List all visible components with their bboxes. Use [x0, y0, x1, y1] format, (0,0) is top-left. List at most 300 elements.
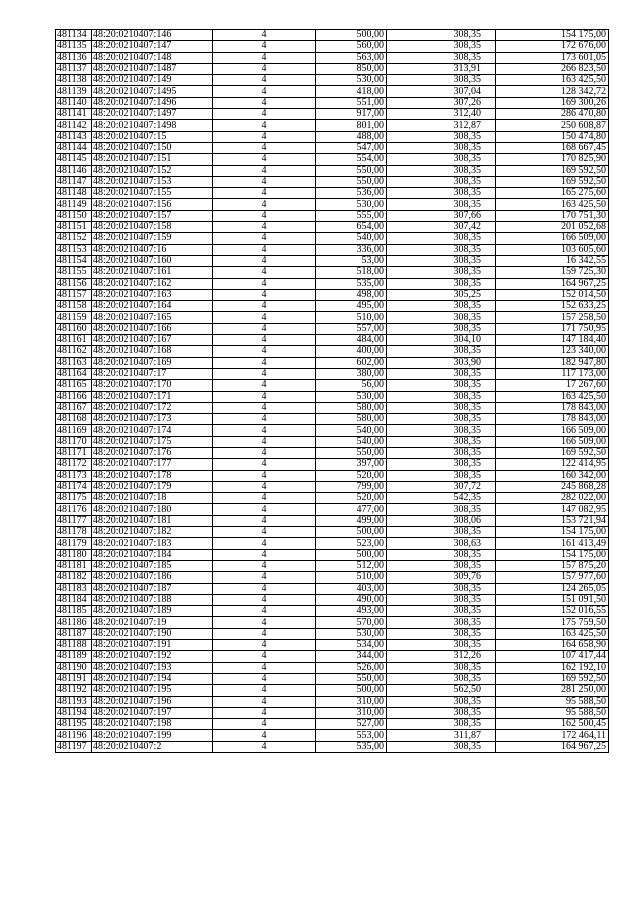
rate-cell: 542,35	[387, 493, 496, 504]
group-cell: 4	[213, 538, 316, 549]
cadastral-number-cell: 48:20:0210407:155	[92, 188, 213, 199]
cadastral-number-cell: 48:20:0210407:192	[92, 651, 213, 662]
area-cell: 56,00	[316, 380, 387, 391]
cadastral-number-cell: 48:20:0210407:149	[92, 75, 213, 86]
group-cell: 4	[213, 741, 316, 752]
rate-cell: 308,35	[387, 380, 496, 391]
rate-cell: 308,35	[387, 75, 496, 86]
group-cell: 4	[213, 267, 316, 278]
table-row	[56, 176, 609, 187]
area-cell: 540,00	[316, 425, 387, 436]
group-cell: 4	[213, 357, 316, 368]
cadastral-number-cell: 48:20:0210407:153	[92, 176, 213, 187]
row-number-cell: 481170	[56, 436, 92, 447]
group-cell: 4	[213, 617, 316, 628]
area-cell: 540,00	[316, 233, 387, 244]
area-cell: 397,00	[316, 459, 387, 470]
row-number-cell: 481166	[56, 391, 92, 402]
rate-cell: 308,35	[387, 131, 496, 142]
table-row	[56, 527, 609, 538]
cadastral-number-cell: 48:20:0210407:1495	[92, 86, 213, 97]
group-cell: 4	[213, 719, 316, 730]
area-cell: 400,00	[316, 346, 387, 357]
row-number-cell: 481160	[56, 323, 92, 334]
row-number-cell: 481187	[56, 628, 92, 639]
group-cell: 4	[213, 312, 316, 323]
table-row	[56, 425, 609, 436]
row-number-cell: 481139	[56, 86, 92, 97]
area-cell: 553,00	[316, 730, 387, 741]
rate-cell: 308,35	[387, 323, 496, 334]
row-number-cell: 481171	[56, 447, 92, 458]
value-cell: 172 676,00	[496, 41, 609, 52]
group-cell: 4	[213, 515, 316, 526]
table-row	[56, 628, 609, 639]
rate-cell: 308,35	[387, 696, 496, 707]
row-number-cell: 481137	[56, 63, 92, 74]
cadastral-number-cell: 48:20:0210407:159	[92, 233, 213, 244]
rate-cell: 308,35	[387, 560, 496, 571]
area-cell: 550,00	[316, 165, 387, 176]
area-cell: 418,00	[316, 86, 387, 97]
rate-cell: 303,90	[387, 357, 496, 368]
cadastral-number-cell: 48:20:0210407:165	[92, 312, 213, 323]
row-number-cell: 481149	[56, 199, 92, 210]
row-number-cell: 481181	[56, 560, 92, 571]
group-cell: 4	[213, 707, 316, 718]
cadastral-number-cell: 48:20:0210407:167	[92, 335, 213, 346]
row-number-cell: 481146	[56, 165, 92, 176]
row-number-cell: 481136	[56, 52, 92, 63]
rate-cell: 313,91	[387, 63, 496, 74]
value-cell: 162 192,10	[496, 662, 609, 673]
group-cell: 4	[213, 368, 316, 379]
table-row	[56, 63, 609, 74]
area-cell: 344,00	[316, 651, 387, 662]
table-row	[56, 301, 609, 312]
table-row	[56, 470, 609, 481]
table-row	[56, 131, 609, 142]
rate-cell: 308,35	[387, 278, 496, 289]
table-row	[56, 312, 609, 323]
group-cell: 4	[213, 52, 316, 63]
cadastral-number-cell: 48:20:0210407:18	[92, 493, 213, 504]
table-row	[56, 685, 609, 696]
group-cell: 4	[213, 165, 316, 176]
value-cell: 154 175,00	[496, 549, 609, 560]
rate-cell: 308,35	[387, 583, 496, 594]
table-row	[56, 617, 609, 628]
area-cell: 550,00	[316, 176, 387, 187]
cadastral-number-cell: 48:20:0210407:160	[92, 255, 213, 266]
area-cell: 336,00	[316, 244, 387, 255]
area-cell: 530,00	[316, 391, 387, 402]
area-cell: 520,00	[316, 470, 387, 481]
value-cell: 166 509,00	[496, 436, 609, 447]
rate-cell: 308,35	[387, 504, 496, 515]
value-cell: 172 464,11	[496, 730, 609, 741]
cadastral-number-cell: 48:20:0210407:194	[92, 673, 213, 684]
cadastral-number-cell: 48:20:0210407:1496	[92, 97, 213, 108]
rate-cell: 307,72	[387, 481, 496, 492]
area-cell: 570,00	[316, 617, 387, 628]
value-cell: 162 500,45	[496, 719, 609, 730]
rate-cell: 308,35	[387, 312, 496, 323]
cadastral-number-cell: 48:20:0210407:1498	[92, 120, 213, 131]
group-cell: 4	[213, 583, 316, 594]
value-cell: 286 470,80	[496, 109, 609, 120]
rate-cell: 308,35	[387, 267, 496, 278]
table-row	[56, 673, 609, 684]
area-cell: 555,00	[316, 210, 387, 221]
area-cell: 527,00	[316, 719, 387, 730]
group-cell: 4	[213, 436, 316, 447]
value-cell: 164 967,25	[496, 741, 609, 752]
cadastral-number-cell: 48:20:0210407:196	[92, 696, 213, 707]
area-cell: 654,00	[316, 222, 387, 233]
area-cell: 495,00	[316, 301, 387, 312]
cadastral-number-cell: 48:20:0210407:148	[92, 52, 213, 63]
rate-cell: 308,35	[387, 617, 496, 628]
value-cell: 152 014,50	[496, 289, 609, 300]
group-cell: 4	[213, 210, 316, 221]
cadastral-number-cell: 48:20:0210407:15	[92, 131, 213, 142]
group-cell: 4	[213, 572, 316, 583]
row-number-cell: 481150	[56, 210, 92, 221]
value-cell: 171 750,95	[496, 323, 609, 334]
group-cell: 4	[213, 594, 316, 605]
row-number-cell: 481177	[56, 515, 92, 526]
group-cell: 4	[213, 75, 316, 86]
area-cell: 403,00	[316, 583, 387, 594]
rate-cell: 308,35	[387, 233, 496, 244]
cadastral-number-cell: 48:20:0210407:19	[92, 617, 213, 628]
rate-cell: 308,35	[387, 447, 496, 458]
group-cell: 4	[213, 30, 316, 41]
table-row	[56, 357, 609, 368]
area-cell: 580,00	[316, 414, 387, 425]
rate-cell: 308,35	[387, 41, 496, 52]
table-row	[56, 210, 609, 221]
value-cell: 182 947,80	[496, 357, 609, 368]
group-cell: 4	[213, 673, 316, 684]
table-row	[56, 572, 609, 583]
value-cell: 178 843,00	[496, 414, 609, 425]
row-number-cell: 481141	[56, 109, 92, 120]
row-number-cell: 481193	[56, 696, 92, 707]
value-cell: 95 588,50	[496, 696, 609, 707]
row-number-cell: 481148	[56, 188, 92, 199]
row-number-cell: 481164	[56, 368, 92, 379]
value-cell: 201 052,68	[496, 222, 609, 233]
area-cell: 510,00	[316, 572, 387, 583]
area-cell: 510,00	[316, 312, 387, 323]
area-cell: 493,00	[316, 606, 387, 617]
value-cell: 157 977,60	[496, 572, 609, 583]
cadastral-number-cell: 48:20:0210407:185	[92, 560, 213, 571]
value-cell: 16 342,55	[496, 255, 609, 266]
table-row	[56, 719, 609, 730]
row-number-cell: 481163	[56, 357, 92, 368]
value-cell: 122 414,95	[496, 459, 609, 470]
table-row	[56, 267, 609, 278]
table-row	[56, 222, 609, 233]
rate-cell: 307,26	[387, 97, 496, 108]
cadastral-number-cell: 48:20:0210407:1487	[92, 63, 213, 74]
group-cell: 4	[213, 470, 316, 481]
value-cell: 169 592,50	[496, 673, 609, 684]
group-cell: 4	[213, 142, 316, 153]
group-cell: 4	[213, 662, 316, 673]
row-number-cell: 481162	[56, 346, 92, 357]
rate-cell: 308,35	[387, 640, 496, 651]
row-number-cell: 481178	[56, 527, 92, 538]
rate-cell: 308,35	[387, 606, 496, 617]
value-cell: 169 592,50	[496, 176, 609, 187]
value-cell: 281 250,00	[496, 685, 609, 696]
rate-cell: 308,35	[387, 719, 496, 730]
group-cell: 4	[213, 233, 316, 244]
group-cell: 4	[213, 188, 316, 199]
value-cell: 163 425,50	[496, 628, 609, 639]
value-cell: 123 340,00	[496, 346, 609, 357]
row-number-cell: 481182	[56, 572, 92, 583]
area-cell: 488,00	[316, 131, 387, 142]
table-row	[56, 515, 609, 526]
table-row	[56, 402, 609, 413]
cadastral-number-cell: 48:20:0210407:186	[92, 572, 213, 583]
rate-cell: 308,35	[387, 391, 496, 402]
table-row	[56, 109, 609, 120]
row-number-cell: 481138	[56, 75, 92, 86]
rate-cell: 308,35	[387, 402, 496, 413]
group-cell: 4	[213, 176, 316, 187]
row-number-cell: 481151	[56, 222, 92, 233]
row-number-cell: 481184	[56, 594, 92, 605]
row-number-cell: 481173	[56, 470, 92, 481]
group-cell: 4	[213, 730, 316, 741]
table-row	[56, 199, 609, 210]
rate-cell: 311,87	[387, 730, 496, 741]
table-row	[56, 233, 609, 244]
area-cell: 53,00	[316, 255, 387, 266]
value-cell: 250 608,87	[496, 120, 609, 131]
table-row	[56, 493, 609, 504]
table-row	[56, 368, 609, 379]
rate-cell: 308,35	[387, 707, 496, 718]
rate-cell: 308,35	[387, 52, 496, 63]
value-cell: 103 605,60	[496, 244, 609, 255]
value-cell: 164 658,90	[496, 640, 609, 651]
value-cell: 266 823,50	[496, 63, 609, 74]
table-row	[56, 346, 609, 357]
table-row	[56, 730, 609, 741]
table-row	[56, 244, 609, 255]
area-cell: 551,00	[316, 97, 387, 108]
value-cell: 170 751,30	[496, 210, 609, 221]
area-cell: 490,00	[316, 594, 387, 605]
group-cell: 4	[213, 97, 316, 108]
value-cell: 154 175,00	[496, 527, 609, 538]
group-cell: 4	[213, 628, 316, 639]
row-number-cell: 481196	[56, 730, 92, 741]
row-number-cell: 481183	[56, 583, 92, 594]
area-cell: 512,00	[316, 560, 387, 571]
value-cell: 154 175,00	[496, 30, 609, 41]
area-cell: 540,00	[316, 436, 387, 447]
cadastral-number-cell: 48:20:0210407:173	[92, 414, 213, 425]
row-number-cell: 481186	[56, 617, 92, 628]
value-cell: 169 592,50	[496, 447, 609, 458]
row-number-cell: 481153	[56, 244, 92, 255]
row-number-cell: 481145	[56, 154, 92, 165]
table-row	[56, 606, 609, 617]
table-row	[56, 447, 609, 458]
group-cell: 4	[213, 154, 316, 165]
cadastral-number-cell: 48:20:0210407:170	[92, 380, 213, 391]
value-cell: 178 843,00	[496, 402, 609, 413]
row-number-cell: 481195	[56, 719, 92, 730]
row-number-cell: 481197	[56, 741, 92, 752]
area-cell: 500,00	[316, 685, 387, 696]
value-cell: 161 413,49	[496, 538, 609, 549]
area-cell: 554,00	[316, 154, 387, 165]
value-cell: 107 417,44	[496, 651, 609, 662]
group-cell: 4	[213, 560, 316, 571]
group-cell: 4	[213, 425, 316, 436]
table-row	[56, 651, 609, 662]
table-row	[56, 289, 609, 300]
rate-cell: 308,35	[387, 199, 496, 210]
row-number-cell: 481179	[56, 538, 92, 549]
rate-cell: 308,06	[387, 515, 496, 526]
cadastral-number-cell: 48:20:0210407:188	[92, 594, 213, 605]
value-cell: 147 184,40	[496, 335, 609, 346]
rate-cell: 308,35	[387, 154, 496, 165]
group-cell: 4	[213, 504, 316, 515]
row-number-cell: 481191	[56, 673, 92, 684]
row-number-cell: 481134	[56, 30, 92, 41]
rate-cell: 308,35	[387, 301, 496, 312]
value-cell: 173 601,05	[496, 52, 609, 63]
area-cell: 580,00	[316, 402, 387, 413]
value-cell: 157 875,20	[496, 560, 609, 571]
rate-cell: 308,35	[387, 176, 496, 187]
area-cell: 536,00	[316, 188, 387, 199]
cadastral-number-cell: 48:20:0210407:180	[92, 504, 213, 515]
cadastral-number-cell: 48:20:0210407:178	[92, 470, 213, 481]
table-row	[56, 481, 609, 492]
rate-cell: 308,35	[387, 662, 496, 673]
group-cell: 4	[213, 244, 316, 255]
group-cell: 4	[213, 63, 316, 74]
group-cell: 4	[213, 301, 316, 312]
rate-cell: 308,35	[387, 549, 496, 560]
area-cell: 550,00	[316, 673, 387, 684]
value-cell: 160 342,00	[496, 470, 609, 481]
value-cell: 165 275,60	[496, 188, 609, 199]
cadastral-number-cell: 48:20:0210407:184	[92, 549, 213, 560]
value-cell: 166 509,00	[496, 425, 609, 436]
cadastral-number-cell: 48:20:0210407:183	[92, 538, 213, 549]
cadastral-number-cell: 48:20:0210407:147	[92, 41, 213, 52]
rate-cell: 308,35	[387, 414, 496, 425]
cadastral-number-cell: 48:20:0210407:174	[92, 425, 213, 436]
rate-cell: 305,25	[387, 289, 496, 300]
rate-cell: 309,76	[387, 572, 496, 583]
row-number-cell: 481159	[56, 312, 92, 323]
row-number-cell: 481194	[56, 707, 92, 718]
group-cell: 4	[213, 289, 316, 300]
area-cell: 477,00	[316, 504, 387, 515]
rate-cell: 562,50	[387, 685, 496, 696]
area-cell: 530,00	[316, 628, 387, 639]
area-cell: 550,00	[316, 447, 387, 458]
group-cell: 4	[213, 86, 316, 97]
group-cell: 4	[213, 696, 316, 707]
table-row	[56, 30, 609, 41]
group-cell: 4	[213, 549, 316, 560]
value-cell: 95 588,50	[496, 707, 609, 718]
row-number-cell: 481189	[56, 651, 92, 662]
table-row	[56, 323, 609, 334]
table-row	[56, 52, 609, 63]
cadastral-number-cell: 48:20:0210407:181	[92, 515, 213, 526]
value-cell: 159 725,30	[496, 267, 609, 278]
value-cell: 163 425,50	[496, 391, 609, 402]
row-number-cell: 481140	[56, 97, 92, 108]
row-number-cell: 481158	[56, 301, 92, 312]
row-number-cell: 481154	[56, 255, 92, 266]
value-cell: 164 967,25	[496, 278, 609, 289]
rate-cell: 308,35	[387, 244, 496, 255]
cadastral-number-cell: 48:20:0210407:195	[92, 685, 213, 696]
rate-cell: 308,35	[387, 594, 496, 605]
area-cell: 547,00	[316, 142, 387, 153]
area-cell: 498,00	[316, 289, 387, 300]
row-number-cell: 481169	[56, 425, 92, 436]
table-row	[56, 538, 609, 549]
group-cell: 4	[213, 278, 316, 289]
rate-cell: 308,35	[387, 470, 496, 481]
group-cell: 4	[213, 109, 316, 120]
value-cell: 151 091,50	[496, 594, 609, 605]
group-cell: 4	[213, 640, 316, 651]
row-number-cell: 481157	[56, 289, 92, 300]
value-cell: 175 759,50	[496, 617, 609, 628]
rate-cell: 312,87	[387, 120, 496, 131]
rate-cell: 308,35	[387, 459, 496, 470]
rate-cell: 308,35	[387, 628, 496, 639]
cadastral-number-cell: 48:20:0210407:179	[92, 481, 213, 492]
row-number-cell: 481161	[56, 335, 92, 346]
row-number-cell: 481152	[56, 233, 92, 244]
rate-cell: 308,35	[387, 425, 496, 436]
value-cell: 170 825,90	[496, 154, 609, 165]
rate-cell: 312,40	[387, 109, 496, 120]
group-cell: 4	[213, 527, 316, 538]
table-row	[56, 707, 609, 718]
table-row	[56, 335, 609, 346]
row-number-cell: 481144	[56, 142, 92, 153]
row-number-cell: 481192	[56, 685, 92, 696]
table-row	[56, 414, 609, 425]
table-row	[56, 75, 609, 86]
row-number-cell: 481185	[56, 606, 92, 617]
rate-cell: 308,35	[387, 30, 496, 41]
cadastral-number-cell: 48:20:0210407:157	[92, 210, 213, 221]
rate-cell: 308,35	[387, 255, 496, 266]
